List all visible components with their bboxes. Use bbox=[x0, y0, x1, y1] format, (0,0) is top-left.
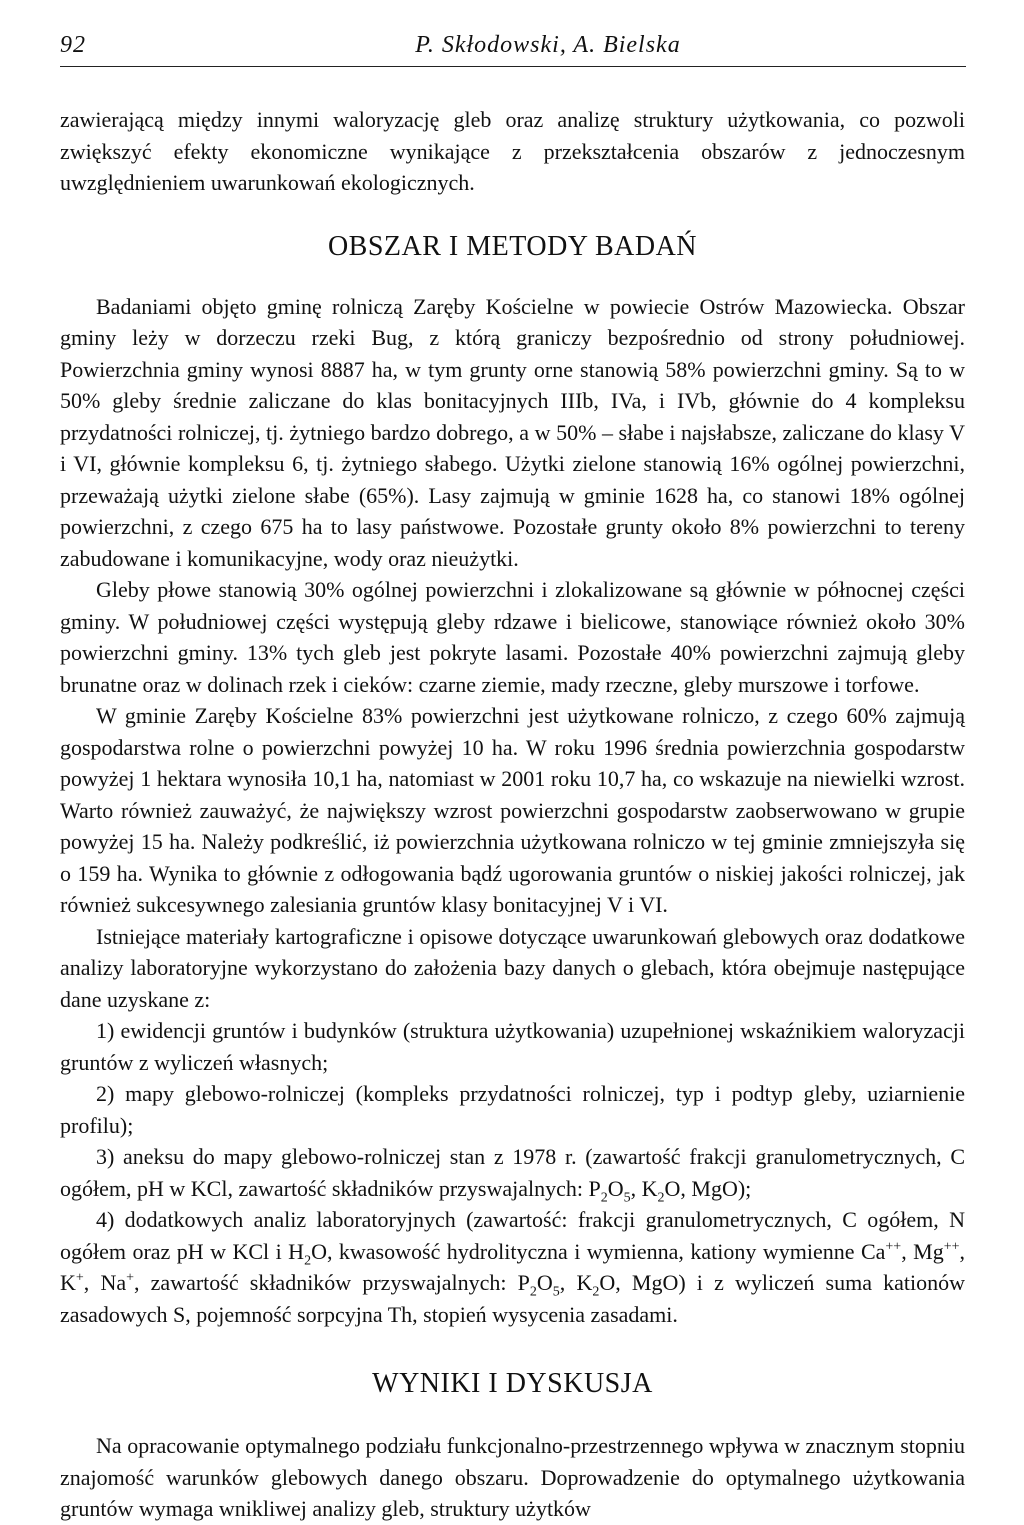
running-header bbox=[60, 30, 966, 67]
paragraph-soils: Gleby płowe stanowią 30% ogólnej powierzchni i zlokalizowane są głównie w północnej części gminy. W południowej części występują gleby rdzawe i bielicowe, stanowiące również około 30% powierzchni gminy. 13% tych gleb jest pokryte lasami. Pozostałe 40% powierzchni zajmują gleby brunatne oraz w dolinach rzek i cieków: czarne ziemie, mady rzeczne, gleby murszowe i torfowe. bbox=[60, 577, 965, 697]
page-number: 92 bbox=[60, 32, 86, 58]
list-item-2: 2) mapy glebowo-rolniczej (kompleks przydatności rolniczej, typ i podtyp gleby, uziarnienie profilu); bbox=[60, 1081, 965, 1138]
paragraph-land-use: W gminie Zaręby Kościelne 83% powierzchni jest użytkowane rolniczo, z czego 60% zajmują gospodarstwa rolne o powierzchni powyżej 10 ha. W roku 1996 średnia powierzchnia gospodarstw powyżej 1 hektara wynosiła 10,1 ha, natomiast w 2001 roku 10,7 ha, co wskazuje na niewielki wzrost. Warto również zauważyć, że największy wzrost powierzchni gospodarstw zaobserwowano w grupie powyżej 15 ha. Należy podkreślić, iż powierzchnia użytkowana rolniczo w tej gminie zmniejszyła się o 159 ha. Wynika to głównie z odłogowania bądź ugorowania gruntów o niskiej jakości rolniczej, jak również sukcesywnego zalesiania gruntów klasy bonitacyjnej V i VI. bbox=[60, 703, 965, 917]
list-item-1: 1) ewidencji gruntów i budynków (struktura użytkowania) uzupełnionej wskaźnikiem waloryzacji gruntów z wyliczeń własnych; bbox=[60, 1018, 965, 1075]
list-item-4: 4) dodatkowych analiz laboratoryjnych (zawartość: frakcji granulometrycznych, C ogółem, N ogółem oraz pH w KCl i $H_2O$, kwasowość hydrolityczna i wymienna, kationy wymienne Ca++, Mg++, K+, Na+, zawartość składników przyswajalnych: $P_2O_5$, $K_2O$, MgO) i z wyliczeń suma kationów zasadowych S, pojemność sorpcyjna Th, stopień wysycenia zasadami. bbox=[60, 1207, 966, 1327]
intro-paragraph: zawierającą między innymi waloryzację gleb oraz analizę struktury użytkowania, co pozwoli zwiększyć efekty ekonomiczne wynikające z przekształcenia obszarów z jednoczesnym uwzględnieniem uwarunkowań ekologicznych. bbox=[60, 107, 965, 195]
paragraph-database: Istniejące materiały kartograficzne i opisowe dotyczące uwarunkowań glebowych oraz dodatkowe analizy laboratoryjne wykorzystano do założenia bazy danych o glebach, która obejmuje następujące dane uzyskane z: bbox=[60, 923, 965, 1012]
section-heading-results: WYNIKI I DYSKUSJA bbox=[372, 1368, 653, 1399]
article-body bbox=[60, 104, 965, 1525]
paragraph-study-area: Badaniami objęto gminę rolniczą Zaręby Kościelne w powiecie Ostrów Mazowiecka. Obszar gminy leży w dorzeczu rzeki Bug, z którą graniczy bezpośrednio od strony południowej. Powierzchnia gminy wynosi 8887 ha, w tym grunty orne stanowią 58% powierzchni gminy. Są to w 50% gleby średnie zaliczane do klas bonitacyjnych IIIb, IVa, i IVb, głównie do 4 kompleksu przydatności rolniczej, tj. żytniego bardzo dobrego, a w 50% – słabe i najsłabsze, zaliczane do klasy V i VI, głównie kompleksu 6, tj. żytniego słabego. Użytki zielone stanowią 16% ogólnej powierzchni, przeważają użytki zielone słabe (65%). Lasy zajmują w gminie 1628 ha, co stanowi 18% ogólnej powierzchni, z czego 675 ha to lasy państwowe. Pozostałe grunty około 8% powierzchni to tereny zabudowane i komunikacyjne, wody oraz nieużytki. bbox=[60, 293, 965, 571]
list-item-3: 3) aneksu do mapy glebowo-rolniczej stan z 1978 r. (zawartość frakcji granulometrycznych, C ogółem, pH w KCl, zawartość składników przyswajalnych: $P_2O_5$, $K_2O$, MgO); bbox=[60, 1144, 965, 1205]
running-authors: P. Skłodowski, A. Bielska bbox=[415, 32, 681, 58]
paragraph-results: Na opracowanie optymalnego podziału funkcjonalno-przestrzennego wpływa w znacznym stopniu znajomość warunków glebowych danego obszaru. Doprowadzenie do optymalnego użytkowania gruntów wymaga wnikliwej analizy gleb, struktury użytków bbox=[60, 1433, 965, 1521]
section-heading-methods: OBSZAR I METODY BADAŃ bbox=[327, 230, 698, 262]
